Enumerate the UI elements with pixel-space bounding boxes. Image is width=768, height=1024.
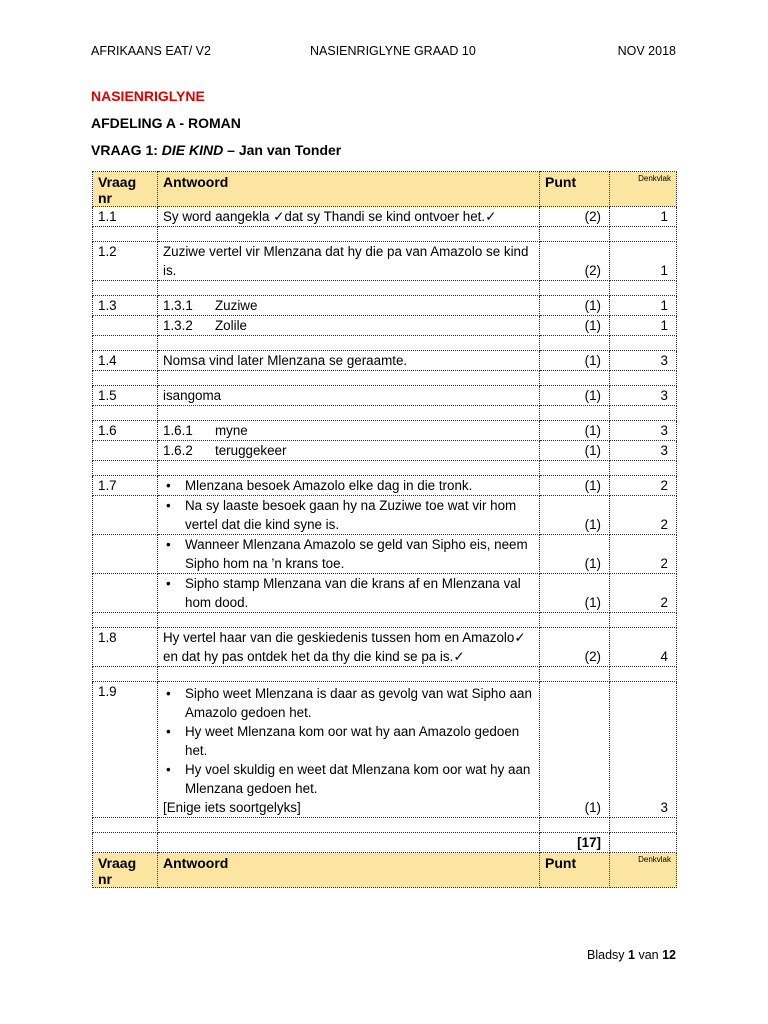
- cognitive-level: 2: [610, 535, 677, 574]
- bullet-item: • Wanneer Mlenzana Amazolo se geld van Sipho eis, neem Sipho hom na ’n krans toe.: [185, 535, 534, 573]
- table-row: [93, 628, 677, 667]
- cognitive-level: 1: [610, 242, 677, 281]
- cognitive-level: 1: [610, 316, 677, 336]
- col-header-answer: Antwoord: [158, 172, 540, 207]
- answer-text: Hy vertel haar van die geskiedenis tussen hom en Amazolo✓ en dat hy pas ontdek het da thy die kind se pa is.✓: [158, 628, 540, 667]
- question-author: – Jan van Tonder: [223, 142, 342, 158]
- question-number: 1.7: [93, 476, 158, 496]
- answer-text: Sy word aangekla ✓dat sy Thandi se kind ontvoer het.✓: [158, 207, 540, 227]
- sub-answer: Zolile: [215, 318, 247, 333]
- sub-answer: myne: [215, 423, 248, 438]
- table-row: [93, 441, 677, 461]
- page-title: NASIENRIGLYNE: [91, 88, 205, 104]
- mark: (1): [540, 421, 610, 441]
- answer-text: [158, 441, 540, 461]
- question-number: 1.8: [93, 628, 158, 667]
- mark: (2): [540, 207, 610, 227]
- answer-text: Zuziwe vertel vir Mlenzana dat hy die pa van Amazolo se kind is.: [158, 242, 540, 281]
- table-row: [93, 476, 677, 496]
- sub-number: 1.6.1: [163, 423, 193, 438]
- sub-number: 1.3.2: [163, 318, 193, 333]
- spacer-row: [93, 613, 677, 628]
- header-title: NASIENRIGLYNE GRAAD 10: [310, 44, 476, 58]
- cognitive-level: 3: [610, 441, 677, 461]
- table-row: [93, 207, 677, 227]
- mark: (1): [540, 316, 610, 336]
- table-row: [93, 496, 677, 535]
- bullet-item: • Hy weet Mlenzana kom oor wat hy aan Amazolo gedoen het.: [185, 722, 534, 760]
- header-date: NOV 2018: [617, 44, 676, 58]
- table-row: [93, 242, 677, 281]
- cognitive-level: 1: [610, 296, 677, 316]
- footer-page: 1: [628, 948, 635, 962]
- col-header-denkvlak: Denkvlak: [610, 853, 677, 888]
- answer-text: [158, 535, 540, 574]
- table-header-row: [93, 853, 677, 888]
- col-header-answer: Antwoord: [158, 853, 540, 888]
- table-row: [93, 682, 677, 818]
- bullet-item: • Sipho weet Mlenzana is daar as gevolg van wat Sipho aan Amazolo gedoen het.: [185, 684, 534, 722]
- mark: (1): [540, 535, 610, 574]
- question-number: 1.4: [93, 351, 158, 371]
- col-header-punt: Punt: [540, 853, 610, 888]
- footer-mid: van: [634, 948, 663, 962]
- sub-answer: Zuziwe: [215, 298, 258, 313]
- total-mark: [17]: [540, 833, 610, 853]
- mark: (2): [540, 242, 610, 281]
- question-number: 1.2: [93, 242, 158, 281]
- spacer-row: [93, 371, 677, 386]
- table-header-row: [93, 172, 677, 207]
- answer-text: [158, 421, 540, 441]
- cognitive-level: 2: [610, 574, 677, 613]
- bullet-item: • Mlenzana besoek Amazolo elke dag in die tronk.: [185, 476, 534, 495]
- book-title: DIE KIND: [161, 142, 224, 158]
- answer-text: [158, 316, 540, 336]
- footer-prefix: Bladsy: [587, 948, 629, 962]
- spacer-row: [93, 667, 677, 682]
- question-number: 1.6: [93, 421, 158, 441]
- answer-text: Nomsa vind later Mlenzana se geraamte.: [158, 351, 540, 371]
- sub-number: 1.3.1: [163, 298, 193, 313]
- col-header-denkvlak: Denkvlak: [610, 172, 677, 207]
- table-row: [93, 421, 677, 441]
- spacer-row: [93, 336, 677, 351]
- mark: (1): [540, 476, 610, 496]
- question-heading: [91, 142, 341, 158]
- footer-total: 12: [662, 948, 676, 962]
- table-row: [93, 296, 677, 316]
- spacer-row: [93, 406, 677, 421]
- section-heading: AFDELING A - ROMAN: [91, 115, 241, 131]
- mark: (1): [540, 386, 610, 406]
- question-number: 1.9: [93, 682, 158, 818]
- spacer-row: [93, 281, 677, 296]
- memo-table: [92, 171, 677, 888]
- cognitive-level: 2: [610, 496, 677, 535]
- answer-note: [Enige iets soortgelyks]: [163, 800, 301, 815]
- cognitive-level: 3: [610, 421, 677, 441]
- mark: (1): [540, 574, 610, 613]
- table-row: [93, 535, 677, 574]
- question-number: 1.3: [93, 296, 158, 316]
- mark: (1): [540, 296, 610, 316]
- cognitive-level: 3: [610, 351, 677, 371]
- bullet-item: • Hy voel skuldig en weet dat Mlenzana kom oor wat hy aan Mlenzana gedoen het.: [185, 760, 534, 798]
- question-number: 1.5: [93, 386, 158, 406]
- spacer-row: [93, 227, 677, 242]
- spacer-row: [93, 818, 677, 833]
- cognitive-level: 3: [610, 386, 677, 406]
- mark: (1): [540, 351, 610, 371]
- answer-text: [158, 574, 540, 613]
- sub-number: 1.6.2: [163, 443, 193, 458]
- bullet-item: • Sipho stamp Mlenzana van die krans af en Mlenzana val hom dood.: [185, 574, 534, 612]
- table-row: [93, 386, 677, 406]
- total-row: [93, 833, 677, 853]
- page-footer: [587, 948, 676, 962]
- answer-text: isangoma: [158, 386, 540, 406]
- sub-answer: teruggekeer: [215, 443, 287, 458]
- header-subject: AFRIKAANS EAT/ V2: [91, 44, 211, 58]
- mark: (1): [540, 441, 610, 461]
- col-header-nr: Vraag nr: [93, 853, 158, 888]
- cognitive-level: 1: [610, 207, 677, 227]
- col-header-punt: Punt: [540, 172, 610, 207]
- spacer-row: [93, 461, 677, 476]
- table-row: [93, 351, 677, 371]
- cognitive-level: 2: [610, 476, 677, 496]
- answer-text: [158, 496, 540, 535]
- question-number: 1.1: [93, 207, 158, 227]
- mark: (1): [540, 682, 610, 818]
- answer-text: [158, 296, 540, 316]
- mark: (1): [540, 496, 610, 535]
- question-prefix: VRAAG 1:: [91, 142, 162, 158]
- cognitive-level: 4: [610, 628, 677, 667]
- cognitive-level: 3: [610, 682, 677, 818]
- bullet-item: • Na sy laaste besoek gaan hy na Zuziwe toe wat vir hom vertel dat die kind syne is.: [185, 496, 534, 534]
- answer-text: [158, 476, 540, 496]
- answer-text: [158, 682, 540, 818]
- table-row: [93, 574, 677, 613]
- mark: (2): [540, 628, 610, 667]
- col-header-nr: Vraag nr: [93, 172, 158, 207]
- table-row: [93, 316, 677, 336]
